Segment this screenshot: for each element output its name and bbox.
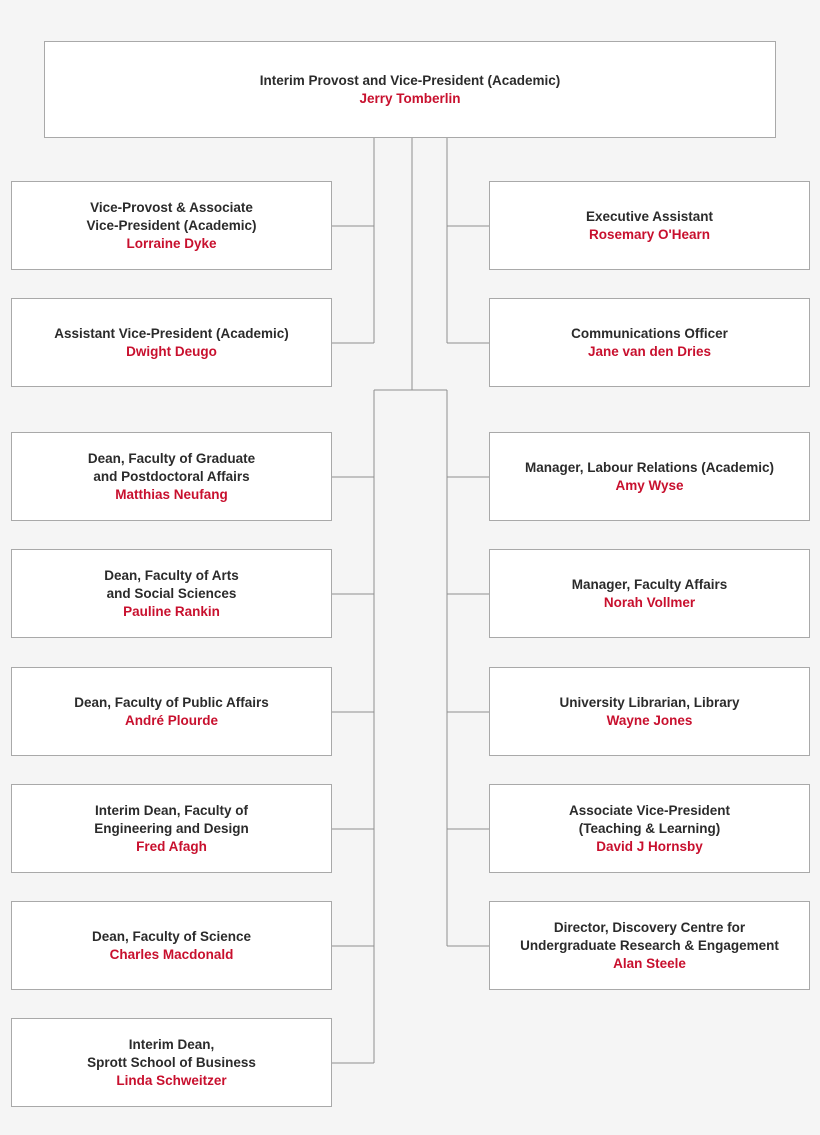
person-name: Pauline Rankin bbox=[123, 603, 220, 619]
box-communications-officer bbox=[489, 298, 810, 387]
position-title: Executive Assistant bbox=[585, 208, 714, 224]
box-university-librarian bbox=[489, 667, 810, 756]
position-title: Vice-Provost & Associate Vice-President (Academic) bbox=[86, 199, 257, 233]
person-name: Alan Steele bbox=[613, 955, 686, 971]
person-name: David J Hornsby bbox=[596, 838, 703, 854]
box-executive-assistant bbox=[489, 181, 810, 270]
person-name: Charles Macdonald bbox=[109, 946, 234, 962]
position-title: University Librarian, Library bbox=[559, 694, 740, 710]
position-title: Assistant Vice-President (Academic) bbox=[54, 325, 289, 341]
position-title: Dean, Faculty of Science bbox=[91, 928, 252, 944]
root-box bbox=[44, 41, 776, 138]
box-dean-engineering bbox=[11, 784, 332, 873]
position-title: Dean, Faculty of Public Affairs bbox=[74, 694, 269, 710]
box-dean-graduate bbox=[11, 432, 332, 521]
position-title: Dean, Faculty of Arts and Social Sciences bbox=[104, 567, 239, 601]
person-name: Dwight Deugo bbox=[126, 343, 217, 359]
root-name: Jerry Tomberlin bbox=[359, 90, 461, 106]
box-discovery-centre bbox=[489, 901, 810, 990]
box-faculty-affairs bbox=[489, 549, 810, 638]
person-name: Matthias Neufang bbox=[115, 486, 228, 502]
person-name: Jane van den Dries bbox=[587, 343, 712, 359]
position-title: Manager, Labour Relations (Academic) bbox=[524, 459, 775, 475]
position-title: Communications Officer bbox=[571, 325, 728, 341]
person-name: Amy Wyse bbox=[615, 477, 684, 493]
box-labour-relations bbox=[489, 432, 810, 521]
person-name: Rosemary O'Hearn bbox=[588, 226, 710, 242]
position-title: Director, Discovery Centre for Undergraduate Research & Engagement bbox=[520, 919, 779, 953]
person-name: Lorraine Dyke bbox=[126, 235, 217, 251]
box-dean-public-affairs bbox=[11, 667, 332, 756]
person-name: André Plourde bbox=[124, 712, 218, 728]
position-title: Dean, Faculty of Graduate and Postdoctoral Affairs bbox=[87, 450, 256, 484]
box-dean-business bbox=[11, 1018, 332, 1107]
person-name: Linda Schweitzer bbox=[116, 1072, 227, 1088]
root-title: Interim Provost and Vice-President (Academic) bbox=[259, 72, 561, 88]
person-name: Fred Afagh bbox=[136, 838, 207, 854]
position-title: Interim Dean, Sprott School of Business bbox=[87, 1036, 256, 1070]
box-dean-science bbox=[11, 901, 332, 990]
position-title: Manager, Faculty Affairs bbox=[571, 576, 728, 592]
box-vice-provost bbox=[11, 181, 332, 270]
person-name: Wayne Jones bbox=[606, 712, 693, 728]
box-dean-arts bbox=[11, 549, 332, 638]
box-assistant-vp bbox=[11, 298, 332, 387]
person-name: Norah Vollmer bbox=[603, 594, 696, 610]
position-title: Associate Vice-President (Teaching & Learning) bbox=[568, 802, 731, 836]
box-avp-teaching bbox=[489, 784, 810, 873]
position-title: Interim Dean, Faculty of Engineering and Design bbox=[94, 802, 249, 836]
